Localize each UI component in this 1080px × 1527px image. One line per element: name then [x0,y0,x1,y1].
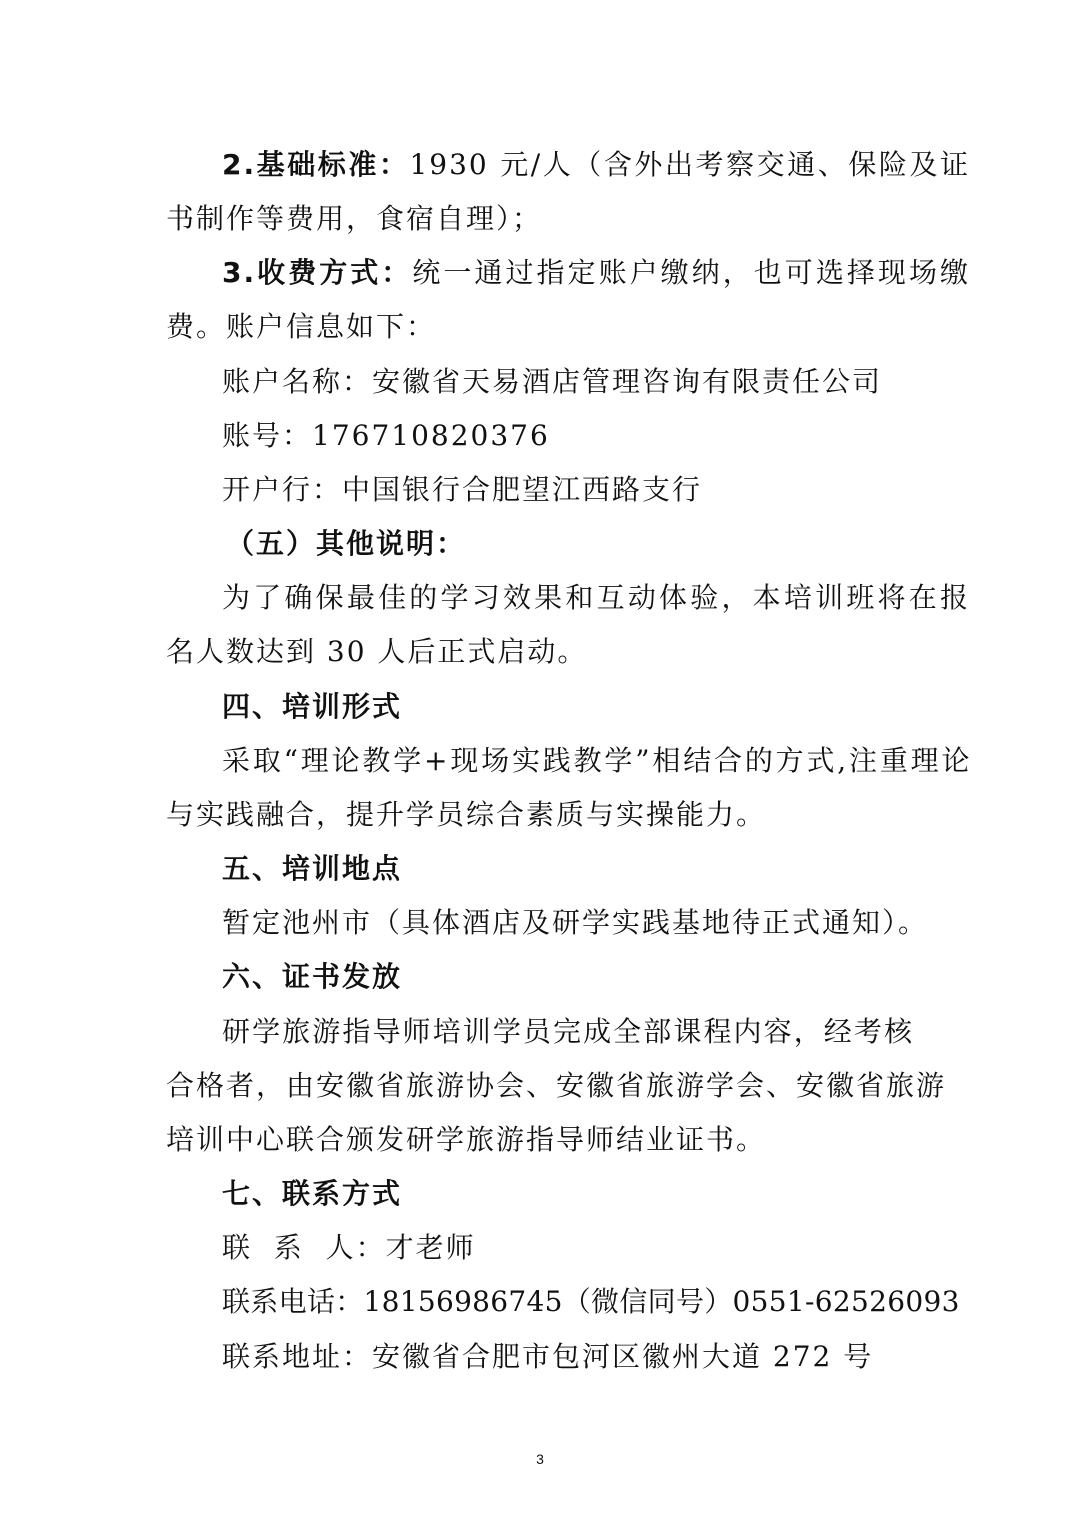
contact-address: 联系地址：安徽省合肥市包河区徽州大道 272 号 [222,1340,874,1373]
basic-standard-label: 2.基础标准： [222,148,410,181]
page-number: 3 [536,1451,544,1467]
certificate-line-3: 培训中心联合颁发研学旅游指导师结业证书。 [166,1123,767,1156]
basic-standard-continuation: 书制作等费用，食宿自理）； [166,202,543,235]
certificate-line-1: 研学旅游指导师培训学员完成全部课程内容，经考核 [222,1015,914,1048]
payment-method-label: 3.收费方式： [222,256,413,289]
basic-standard-text: 1930 元/人（含外出考察交通、保险及证 [409,148,971,181]
contact-person: 联 系 人：才老师 [222,1231,476,1264]
account-name: 账户名称：安徽省天易酒店管理咨询有限责任公司 [222,365,883,398]
training-format-line-2: 与实践融合，提升学员综合素质与实操能力。 [166,798,767,831]
other-notes-heading: （五）其他说明： [226,527,467,560]
payment-method-text: 统一通过指定账户缴纳，也可选择现场缴 [412,256,970,289]
certificate-line-2: 合格者，由安徽省旅游协会、安徽省旅游学会、安徽省旅游 [166,1069,947,1102]
account-number: 账号：176710820376 [222,419,550,452]
contact-heading: 七、联系方式 [222,1177,403,1210]
contact-phone: 联系电话：18156986745（微信同号）0551-62526093 [222,1285,960,1318]
basic-standard-line [222,145,970,185]
training-location-heading: 五、培训地点 [222,852,403,885]
certificate-heading: 六、证书发放 [222,960,403,993]
training-format-line-1: 采取“理论教学+现场实践教学”相结合的方式,注重理论 [222,744,970,777]
payment-method-continuation: 费。账户信息如下： [166,310,437,343]
training-format-heading: 四、培训形式 [222,690,403,723]
other-notes-line-2: 名人数达到 30 人后正式启动。 [166,635,588,668]
bank-branch: 开户行：中国银行合肥望江西路支行 [222,473,703,506]
other-notes-line-1: 为了确保最佳的学习效果和互动体验，本培训班将在报 [222,581,970,614]
payment-method-line [222,253,970,293]
training-location-line-1: 暂定池州市（具体酒店及研学实践基地待正式通知）。 [222,906,929,939]
